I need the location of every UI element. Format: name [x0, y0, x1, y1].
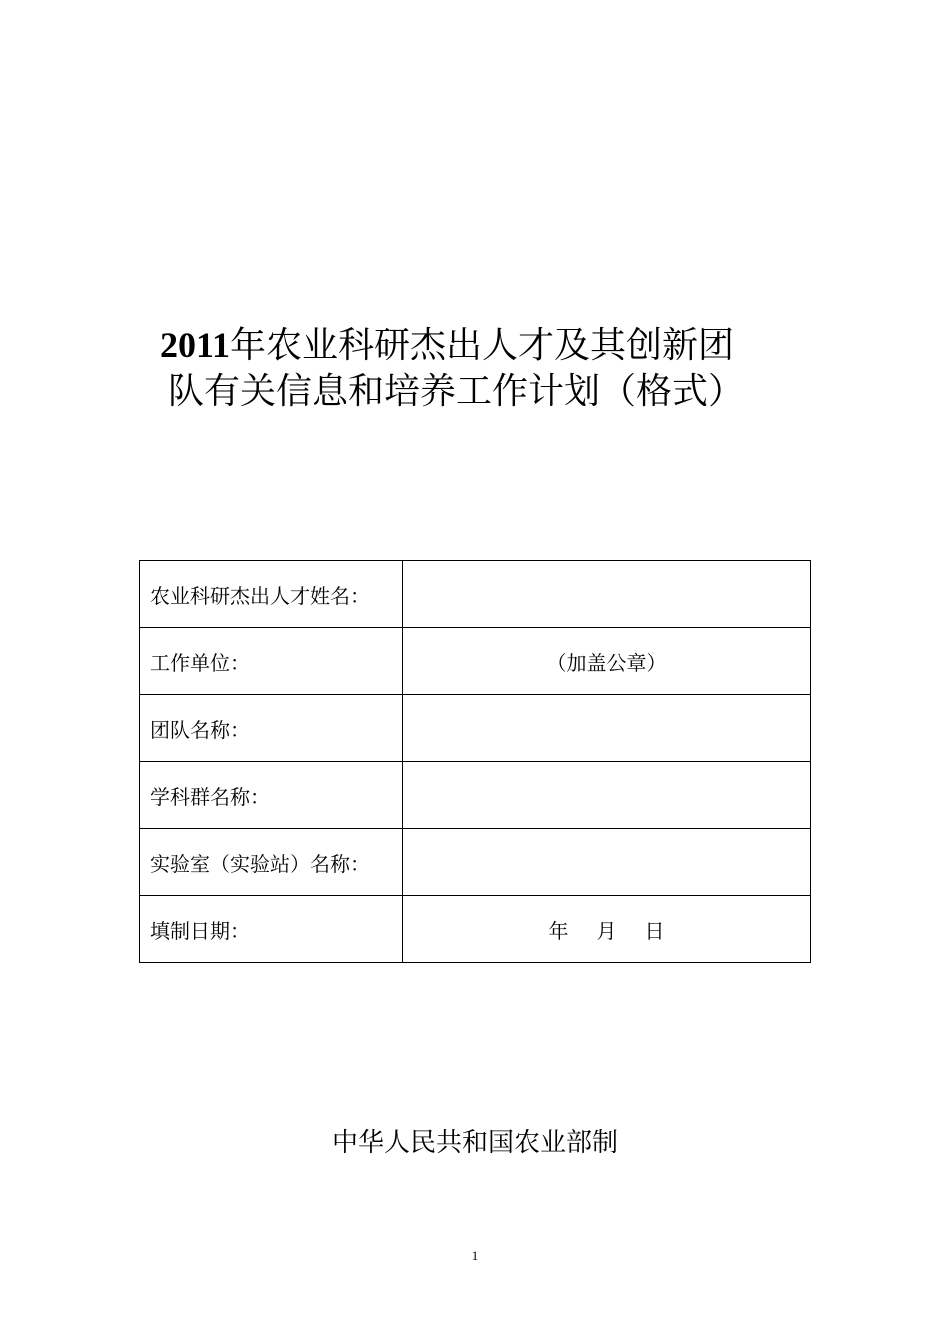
title-year: 2011 [160, 325, 231, 365]
talent-name-label: 农业科研杰出人才姓名： [140, 561, 403, 628]
table-row [140, 896, 811, 963]
table-row [140, 829, 811, 896]
page-number: 1 [471, 1248, 479, 1263]
team-name-label: 团队名称： [140, 695, 403, 762]
table-row [140, 695, 811, 762]
table-row [140, 628, 811, 695]
discipline-group-field[interactable] [403, 762, 811, 829]
laboratory-name-label: 实验室（实验站）名称： [140, 829, 403, 896]
work-unit-field[interactable]: （加盖公章） [403, 628, 811, 695]
title-line-1 [160, 322, 800, 369]
document-title [160, 322, 800, 415]
table-row [140, 561, 811, 628]
date-year-label: 年 [548, 918, 569, 943]
team-name-field[interactable] [403, 695, 811, 762]
laboratory-name-field[interactable] [403, 829, 811, 896]
discipline-group-label: 学科群名称： [140, 762, 403, 829]
work-unit-label: 工作单位： [140, 628, 403, 695]
table-row [140, 762, 811, 829]
issuer-text: 中华人民共和国农业部制 [331, 1128, 618, 1158]
date-month-label: 月 [596, 918, 617, 943]
talent-name-field[interactable] [403, 561, 811, 628]
title-line-2: 队有关信息和培养工作计划（格式） [168, 371, 745, 412]
date-day-label: 日 [644, 918, 665, 943]
fill-date-field[interactable] [403, 896, 811, 963]
info-form-table [139, 560, 811, 963]
title-line-1-text: 年农业科研杰出人才及其创新团 [230, 325, 735, 366]
fill-date-label: 填制日期： [140, 896, 403, 963]
